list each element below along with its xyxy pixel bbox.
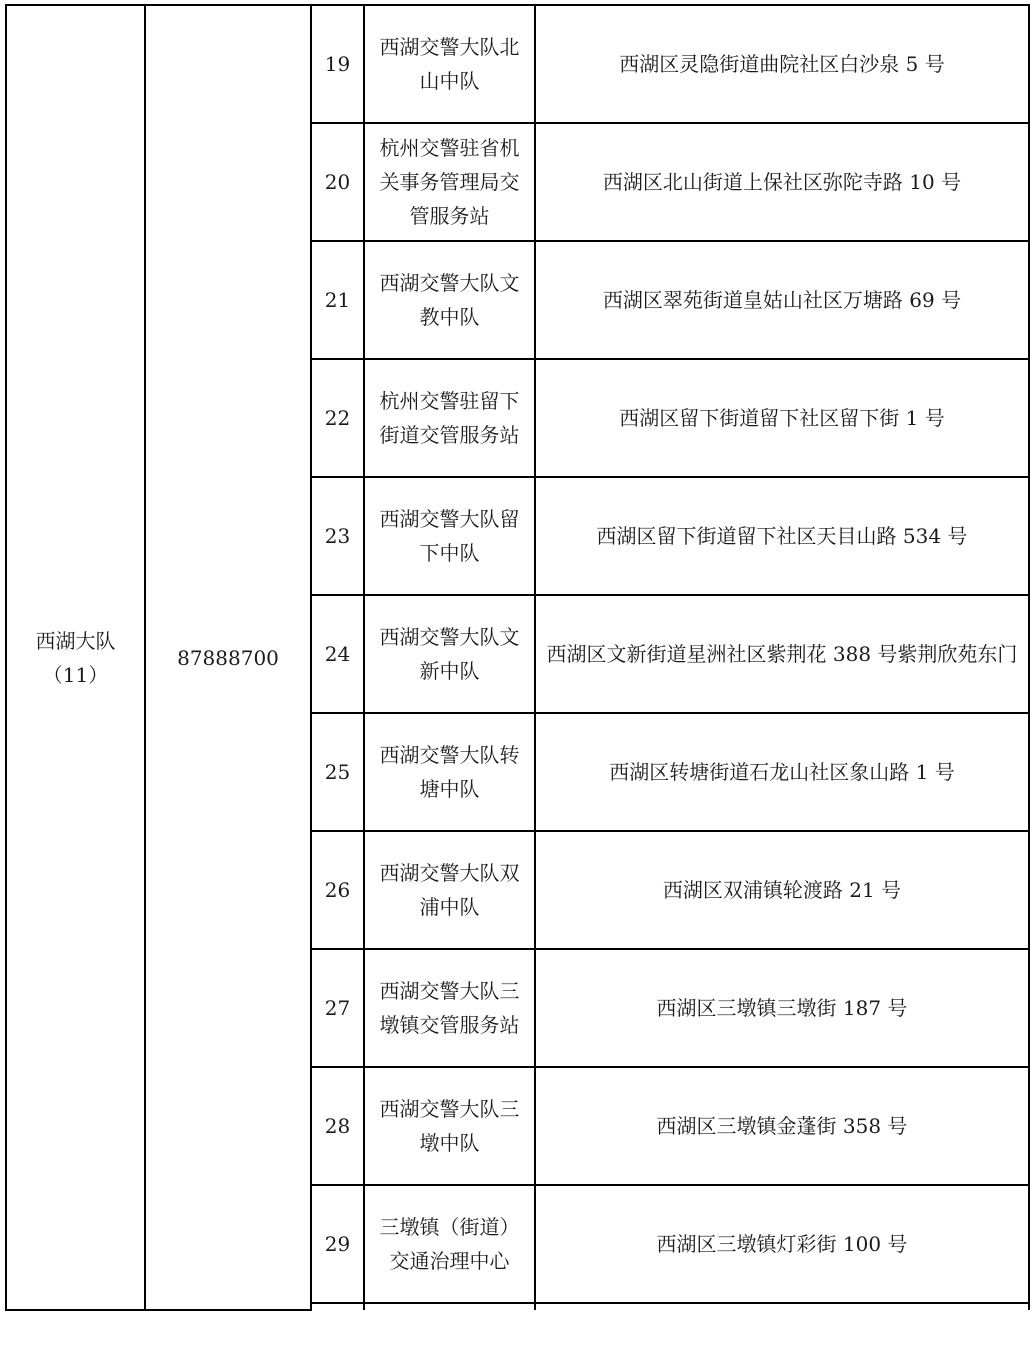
unit-name: 西湖交警大队文新中队 — [364, 595, 535, 713]
row-number: 27 — [311, 949, 364, 1067]
unit-address: 西湖区转塘街道石龙山社区象山路 1 号 — [535, 713, 1029, 831]
unit-name: 杭州交警驻省机关事务管理局交管服务站 — [364, 123, 535, 241]
unit-address: 西湖区三墩镇金蓬街 358 号 — [535, 1067, 1029, 1185]
unit-address: 西湖区灵隐街道曲院社区白沙泉 5 号 — [535, 5, 1029, 123]
unit-address: 西湖区文新街道星洲社区紫荆花 388 号紫荆欣苑东门 — [535, 595, 1029, 713]
group-count: （11） — [42, 662, 109, 687]
unit-address: 西湖区北山街道上保社区弥陀寺路 10 号 — [535, 123, 1029, 241]
unit-name: 西湖交警大队双浦中队 — [364, 831, 535, 949]
phone-number: 87888700 — [145, 5, 311, 1310]
row-number: 29 — [311, 1185, 364, 1303]
station-table — [5, 4, 1030, 1311]
row-number: 20 — [311, 123, 364, 241]
unit-name: 西湖交警大队北山中队 — [364, 5, 535, 123]
unit-name: 西湖交警大队留下中队 — [364, 477, 535, 595]
row-number: 25 — [311, 713, 364, 831]
unit-name: 西湖交警大队文教中队 — [364, 241, 535, 359]
unit-name: 西湖交警大队三墩中队 — [364, 1067, 535, 1185]
row-number: 26 — [311, 831, 364, 949]
row-number: 28 — [311, 1067, 364, 1185]
table-row — [6, 5, 1029, 123]
unit-address: 西湖区双浦镇轮渡路 21 号 — [535, 831, 1029, 949]
group-name: 西湖大队 — [35, 628, 116, 653]
empty-cell — [311, 1303, 364, 1310]
station-table-body — [6, 5, 1029, 1310]
unit-name: 杭州交警驻留下街道交管服务站 — [364, 359, 535, 477]
unit-address: 西湖区翠苑街道皇姑山社区万塘路 69 号 — [535, 241, 1029, 359]
unit-address: 西湖区留下街道留下社区天目山路 534 号 — [535, 477, 1029, 595]
empty-cell — [535, 1303, 1029, 1310]
unit-name: 三墩镇（街道）交通治理中心 — [364, 1185, 535, 1303]
group-cell — [6, 5, 145, 1310]
row-number: 22 — [311, 359, 364, 477]
row-number: 24 — [311, 595, 364, 713]
unit-address: 西湖区三墩镇灯彩街 100 号 — [535, 1185, 1029, 1303]
empty-cell — [364, 1303, 535, 1310]
row-number: 23 — [311, 477, 364, 595]
row-number: 21 — [311, 241, 364, 359]
unit-address: 西湖区三墩镇三墩街 187 号 — [535, 949, 1029, 1067]
row-number: 19 — [311, 5, 364, 123]
unit-name: 西湖交警大队转塘中队 — [364, 713, 535, 831]
unit-address: 西湖区留下街道留下社区留下街 1 号 — [535, 359, 1029, 477]
unit-name: 西湖交警大队三墩镇交管服务站 — [364, 949, 535, 1067]
